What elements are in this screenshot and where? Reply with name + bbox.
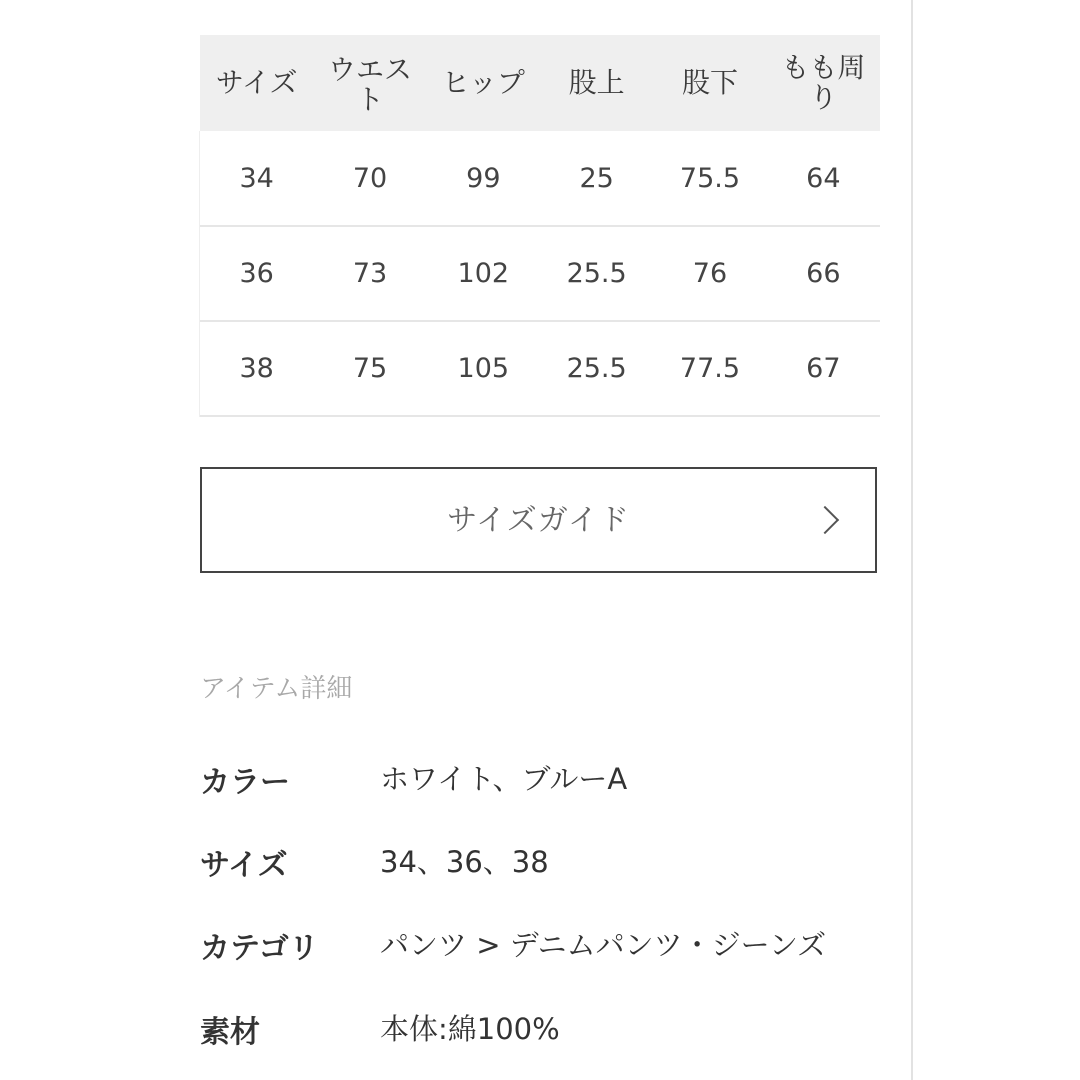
table-cell: 66 (806, 258, 841, 289)
header-size: サイズ (215, 66, 298, 99)
size-table (200, 35, 880, 417)
table-cell: 38 (239, 353, 274, 384)
detail-key-category: カテゴリ (200, 931, 319, 966)
table-cell: 25.5 (566, 353, 627, 384)
table-cell: 75 (352, 353, 388, 384)
detail-row-size (200, 840, 900, 883)
header-inseam: 股下 (681, 66, 738, 99)
detail-value-size: 34、36、38 (380, 845, 549, 879)
table-cell: 25 (579, 162, 614, 194)
size-guide-button[interactable] (200, 467, 877, 573)
table-cell: 73 (352, 258, 388, 289)
table-cell: 105 (457, 353, 510, 384)
table-cell: 36 (239, 258, 274, 289)
detail-key-size: サイズ (200, 848, 288, 883)
detail-value-material: 本体:綿100% (380, 1012, 560, 1046)
table-cell: 64 (806, 162, 841, 194)
header-rise: 股上 (568, 66, 625, 99)
table-row (200, 226, 880, 321)
table-cell: 102 (457, 258, 510, 289)
table-cell: 25.5 (566, 258, 627, 289)
table-cell: 75.5 (679, 162, 741, 194)
detail-row-category (200, 923, 900, 966)
item-details-heading: アイテム詳細 (200, 674, 353, 704)
header-thigh: もも周 り (781, 51, 866, 114)
detail-row-material (200, 1007, 900, 1050)
detail-key-color: カラー (200, 765, 290, 800)
table-cell: 76 (692, 258, 728, 289)
table-row (200, 131, 880, 226)
header-waist: ウエス ト (327, 53, 412, 116)
detail-value-category: パンツ > デニムパンツ・ジーンズ (380, 928, 827, 962)
table-row (200, 321, 880, 416)
table-cell: 67 (806, 353, 841, 384)
detail-row-color (200, 757, 900, 800)
header-hip: ヒップ (441, 66, 525, 99)
table-cell: 99 (466, 162, 501, 194)
size-guide-label: サイズガイド (447, 503, 630, 538)
table-cell: 70 (352, 162, 388, 194)
detail-value-color: ホワイト、ブルーA (380, 762, 628, 796)
table-cell: 77.5 (679, 353, 741, 384)
cut-off-text-fragment (200, 0, 400, 4)
detail-key-material: 素材 (200, 1015, 260, 1050)
right-divider (911, 0, 913, 1080)
size-table-header-row (200, 35, 880, 131)
table-cell: 34 (239, 162, 274, 194)
